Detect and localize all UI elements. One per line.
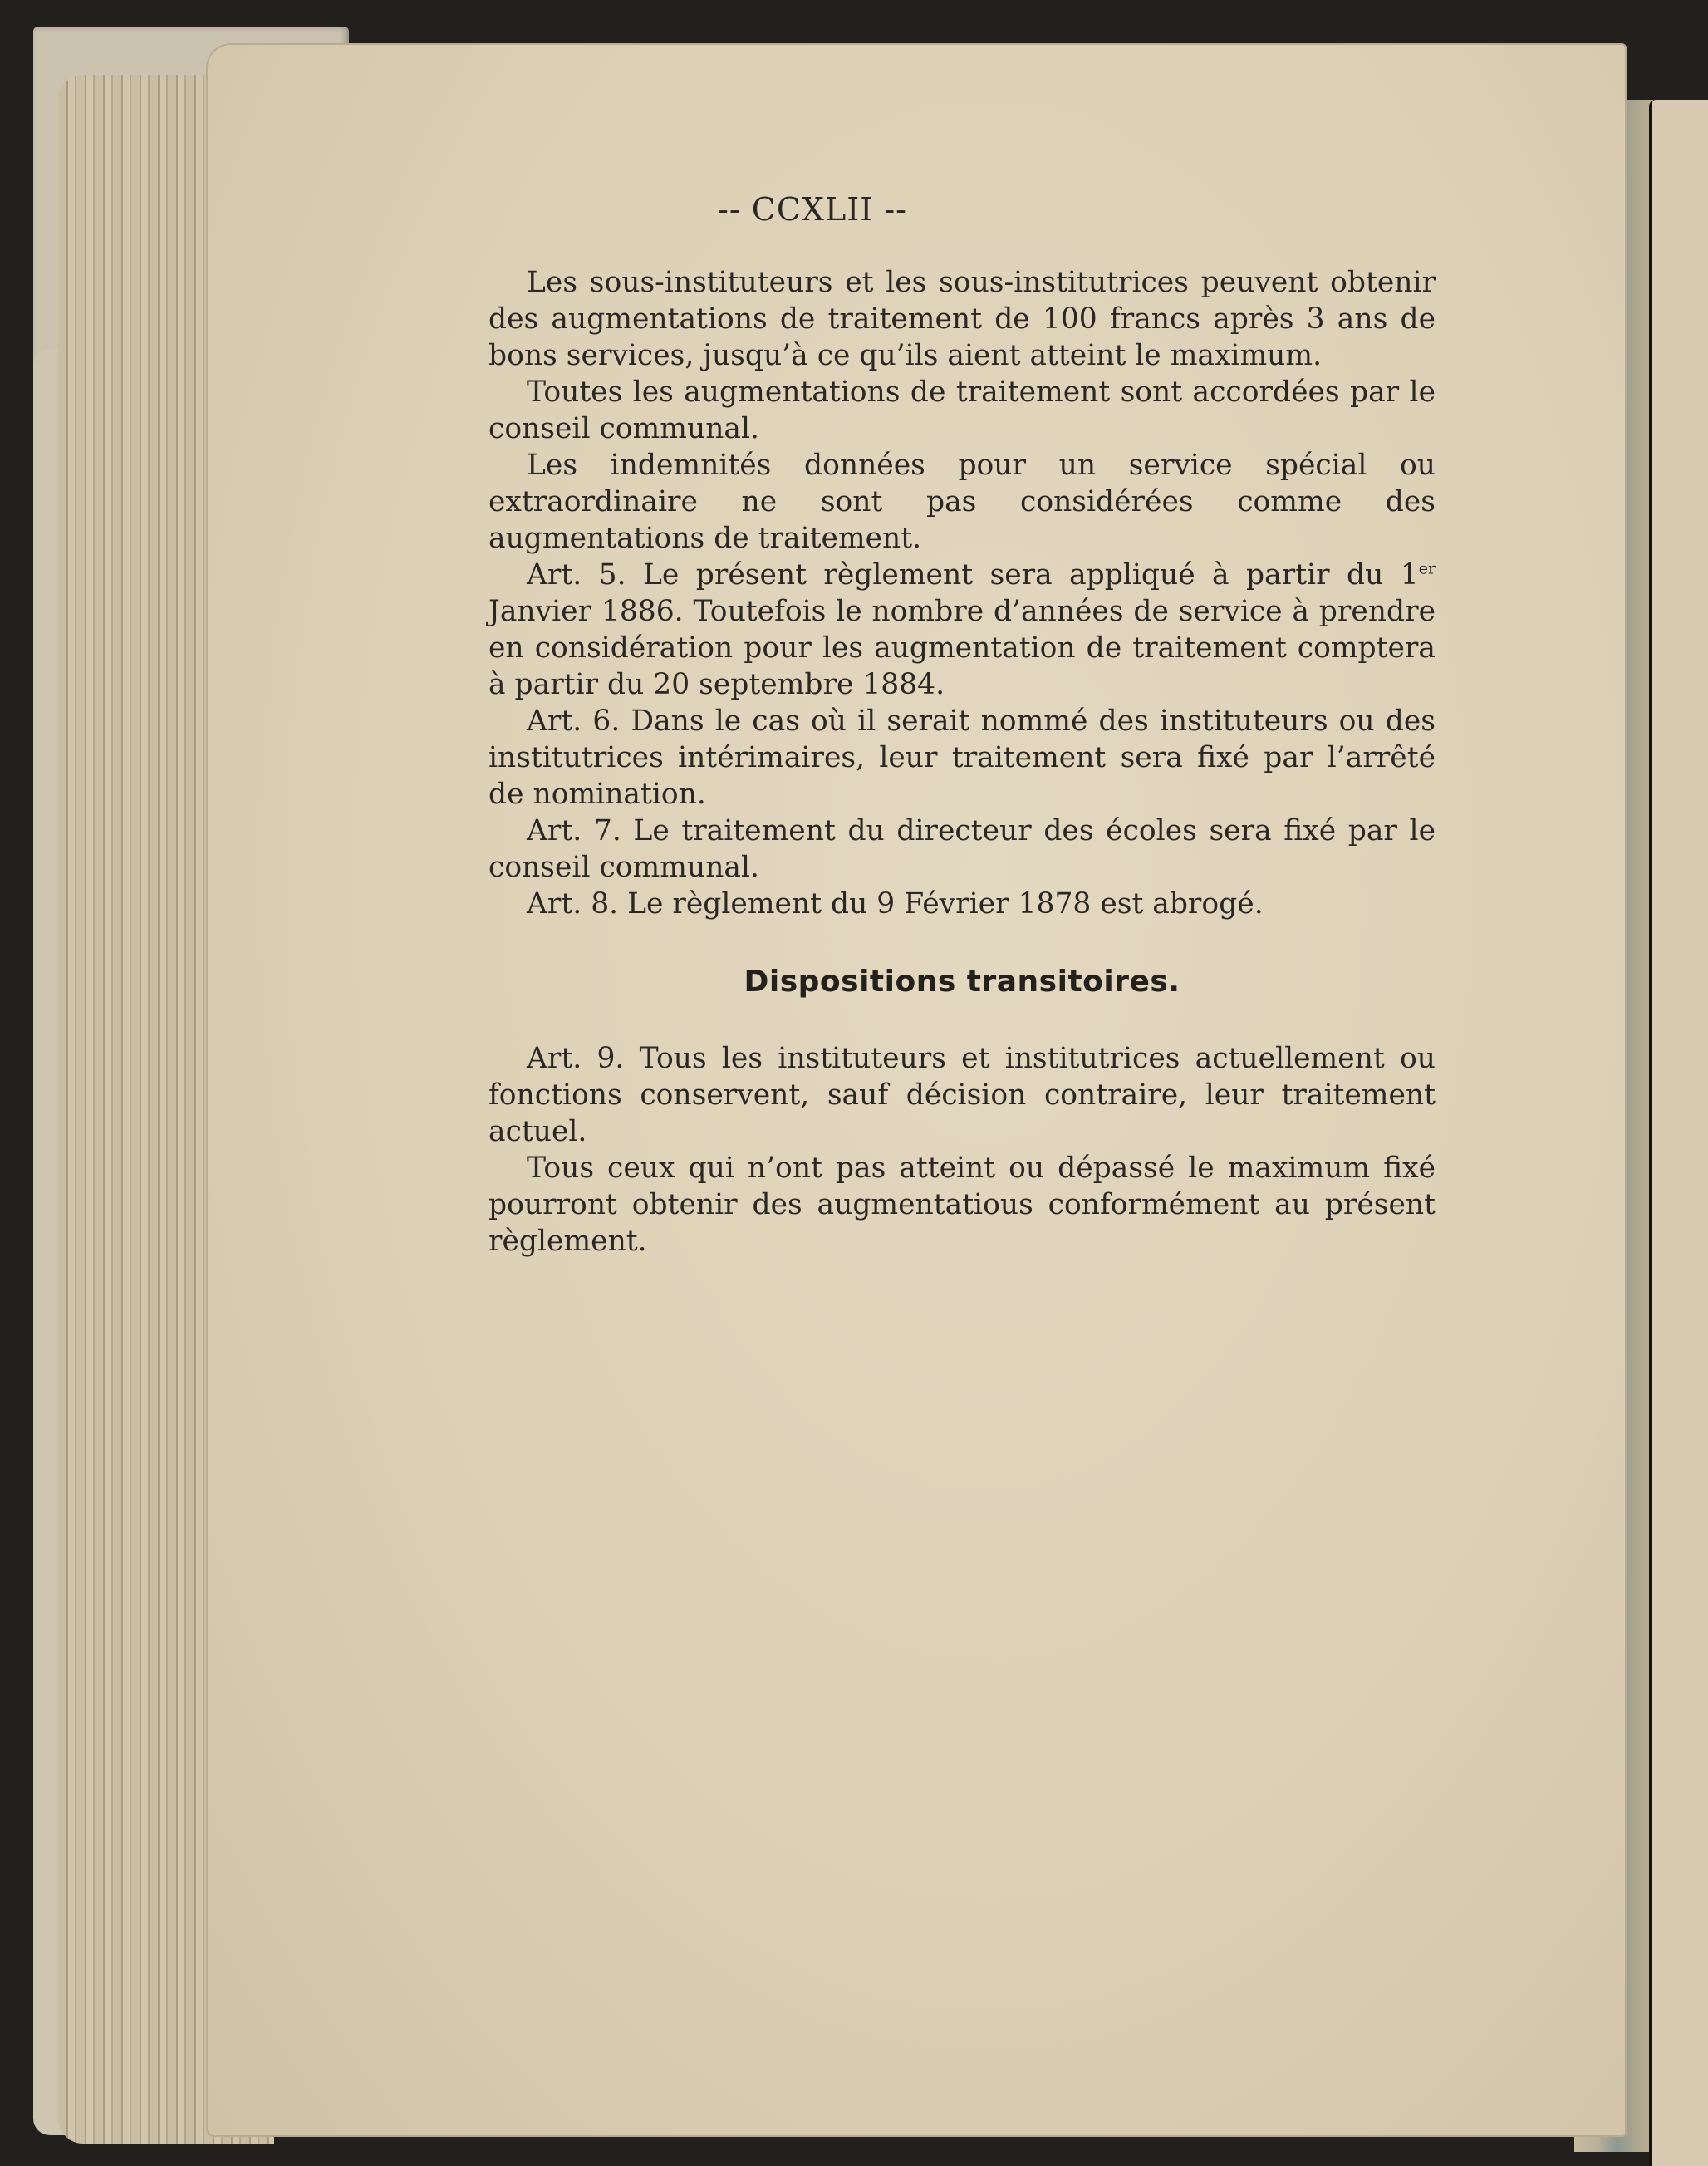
page-body	[488, 264, 1436, 1260]
article-5	[488, 557, 1436, 703]
paragraph: Toutes les augmentations de traitement sont accordées par le conseil communal.	[488, 376, 1436, 445]
article-7: Art. 7. Le traitement du directeur des écoles sera fixé par le conseil communal.	[488, 814, 1436, 884]
article-8: Art. 8. Le règlement du 9 Février 1878 est abrogé.	[527, 887, 1264, 921]
running-head: -- CCXLII --	[718, 191, 907, 228]
article-6: Art. 6. Dans le cas où il serait nommé des instituteurs ou des institutrices intérimaires, leur traitement sera fixé par l’arrêté de nomination.	[488, 705, 1436, 811]
paragraph: Les indemnités données pour un service spécial ou extraordinaire ne sont pas considérées comme des augmentations de traitement.	[488, 449, 1436, 555]
paragraph: Tous ceux qui n’ont pas atteint ou dépassé le maximum fixé pourront obtenir des augmentatious conformément au présent règlement.	[488, 1152, 1436, 1258]
facing-page-edge	[1649, 100, 1708, 2166]
article-5-day-suffix: er	[1418, 559, 1436, 578]
article-9: Art. 9. Tous les instituteurs et institutrices actuellement ou fonctions conservent, sauf décision contraire, leur traitement actuel.	[488, 1042, 1436, 1148]
article-5-first-line: Art. 5. Le présent règlement sera appliqué à partir du	[527, 558, 1384, 592]
paragraph: Les sous-instituteurs et les sous-institutrices peuvent obtenir des augmentations de traitement de 100 francs après 3 ans de bons services, jusqu’à ce qu’ils aient atteint le maximum.	[488, 266, 1436, 372]
section-heading: Dispositions transitoires.	[744, 965, 1180, 999]
article-5-rest: Janvier 1886. Toutefois le nombre d’années de service à prendre en considération pour les augmentation de traitement comptera à partir du 20 septembre 1884.	[488, 595, 1436, 701]
article-5-day: 1	[1400, 558, 1419, 592]
